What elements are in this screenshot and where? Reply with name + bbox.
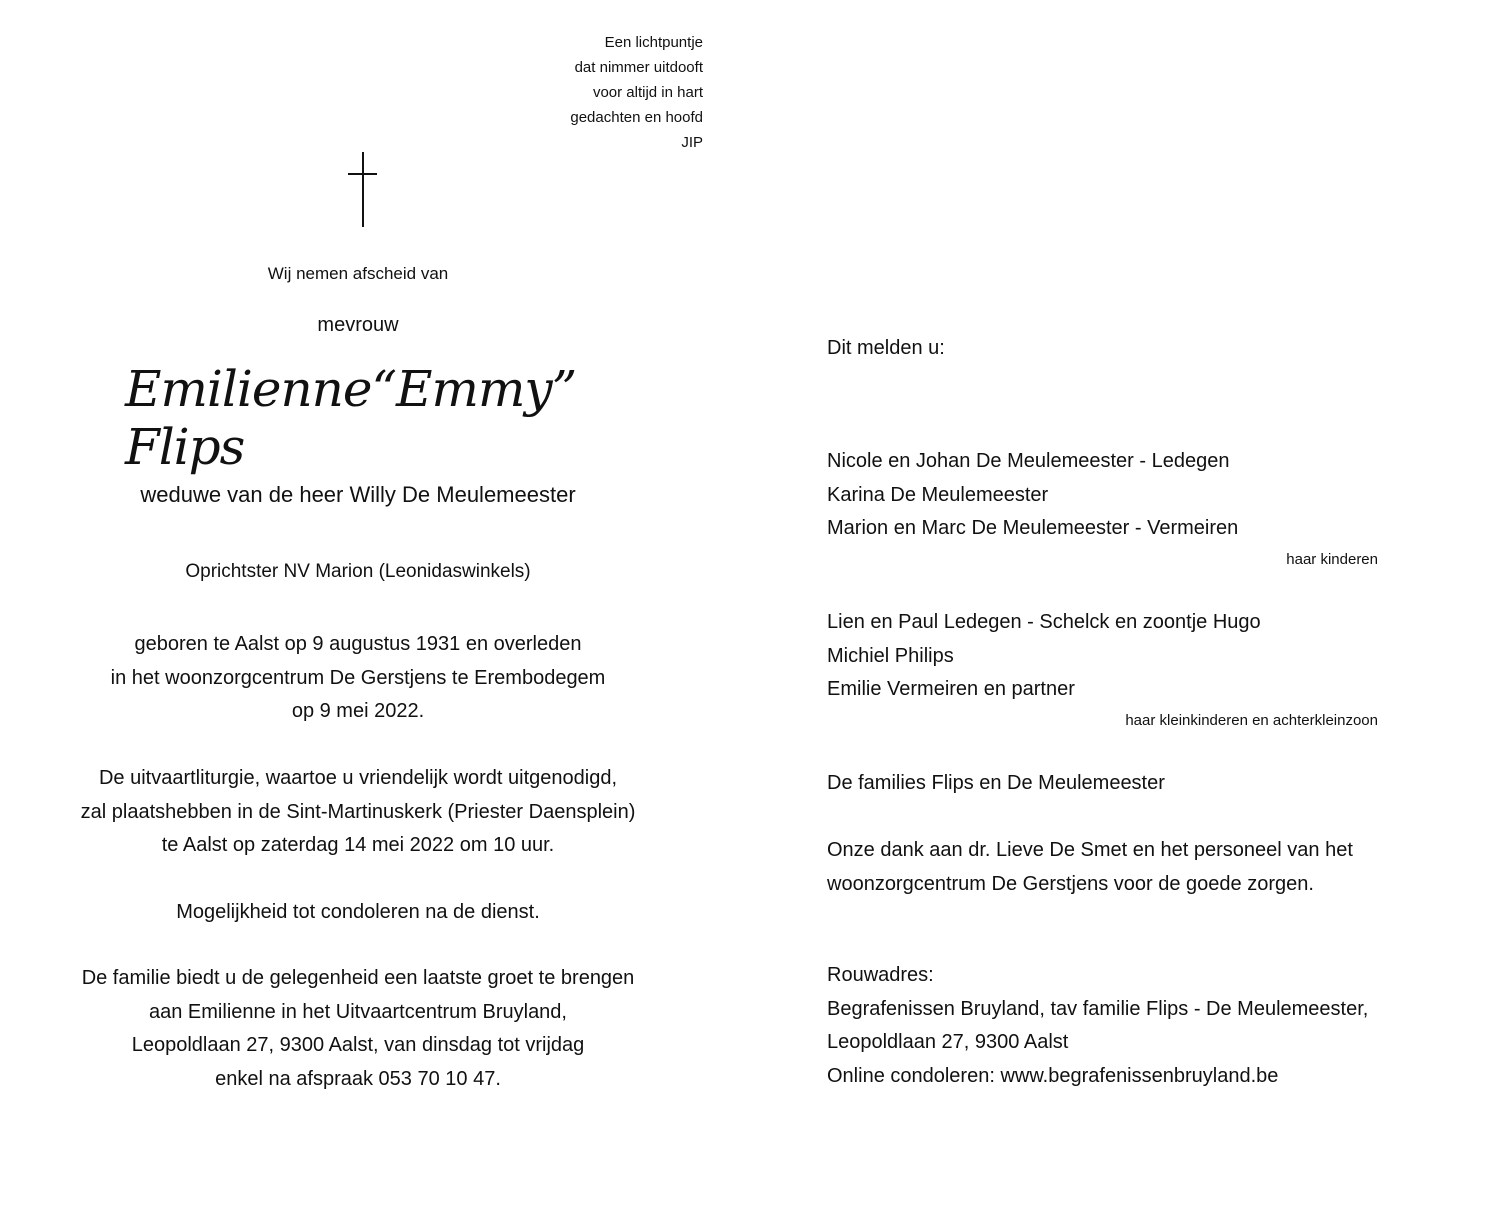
visit-line: Leopoldlaan 27, 9300 Aalst, van dinsdag tot vrijdag: [131, 1034, 585, 1056]
grandchildren-list: [827, 606, 1261, 707]
thanks-note: [827, 834, 1353, 901]
poem: [430, 30, 703, 155]
address-block: [827, 959, 1368, 1093]
condolence-website: Online condoleren: www.begrafenissenbruyland.be: [827, 1064, 1279, 1087]
cross-icon: [348, 152, 378, 228]
honorific: mevrouw: [317, 314, 399, 336]
list-item: Karina De Meulemeester: [827, 483, 1049, 506]
address-line: Begrafenissen Bruyland, tav familie Flips - De Meulemeester,: [827, 997, 1369, 1020]
thanks-line: woonzorgcentrum De Gerstjens voor de goede zorgen.: [827, 872, 1314, 895]
founder-line: Oprichtster NV Marion (Leonidaswinkels): [185, 561, 531, 582]
thanks-line: Onze dank aan dr. Lieve De Smet en het personeel van het: [827, 839, 1353, 861]
announce-heading: Dit melden u:: [827, 337, 945, 359]
list-item: Lien en Paul Ledegen - Schelck en zoontje Hugo: [827, 611, 1261, 633]
birth-line: geboren te Aalst op 9 augustus 1931 en overleden: [134, 633, 582, 655]
birth-death-info: [60, 628, 656, 729]
children-list: [827, 445, 1238, 546]
visit-line: enkel na afspraak 053 70 10 47.: [215, 1067, 501, 1090]
intro-text: Wij nemen afscheid van: [267, 264, 449, 283]
funeral-line: te Aalst op zaterdag 14 mei 2022 om 10 uur.: [161, 834, 555, 856]
poem-line: Een lichtpuntje: [604, 34, 703, 51]
poem-line: gedachten en hoofd: [570, 109, 703, 126]
visit-line: aan Emilienne in het Uitvaartcentrum Bruyland,: [149, 1000, 567, 1023]
children-label: haar kinderen: [1286, 551, 1378, 568]
poem-line: voor altijd in hart: [592, 84, 703, 101]
visit-info: [60, 962, 656, 1096]
address-line: Leopoldlaan 27, 9300 Aalst: [827, 1031, 1069, 1053]
families-line: De families Flips en De Meulemeester: [827, 772, 1165, 794]
list-item: Marion en Marc De Meulemeester - Vermeiren: [827, 517, 1239, 539]
address-heading: Rouwadres:: [827, 964, 934, 986]
birth-line: in het woonzorgcentrum De Gerstjens te Erembodegem: [110, 666, 606, 689]
widow-of: weduwe van de heer Willy De Meulemeester: [140, 482, 576, 507]
list-item: Emilie Vermeiren en partner: [827, 678, 1075, 700]
deceased-name: Emilienne“Emmy” Flips: [125, 360, 577, 476]
poem-line: dat nimmer uitdooft: [574, 59, 703, 76]
birth-line: op 9 mei 2022.: [291, 700, 425, 722]
funeral-line: De uitvaartliturgie, waartoe u vriendelijk wordt uitgenodigd,: [98, 767, 618, 789]
poem-author: JIP: [681, 134, 703, 151]
grandchildren-label: haar kleinkinderen en achterkleinzoon: [1125, 712, 1378, 729]
condolence-note: Mogelijkheid tot condoleren na de dienst.: [176, 901, 540, 923]
funeral-info: [60, 762, 656, 863]
list-item: Michiel Philips: [827, 644, 954, 667]
list-item: Nicole en Johan De Meulemeester - Ledegen: [827, 450, 1230, 472]
funeral-line: zal plaatshebben in de Sint-Martinuskerk (Priester Daensplein): [80, 800, 636, 823]
visit-line: De familie biedt u de gelegenheid een laatste groet te brengen: [81, 967, 635, 989]
